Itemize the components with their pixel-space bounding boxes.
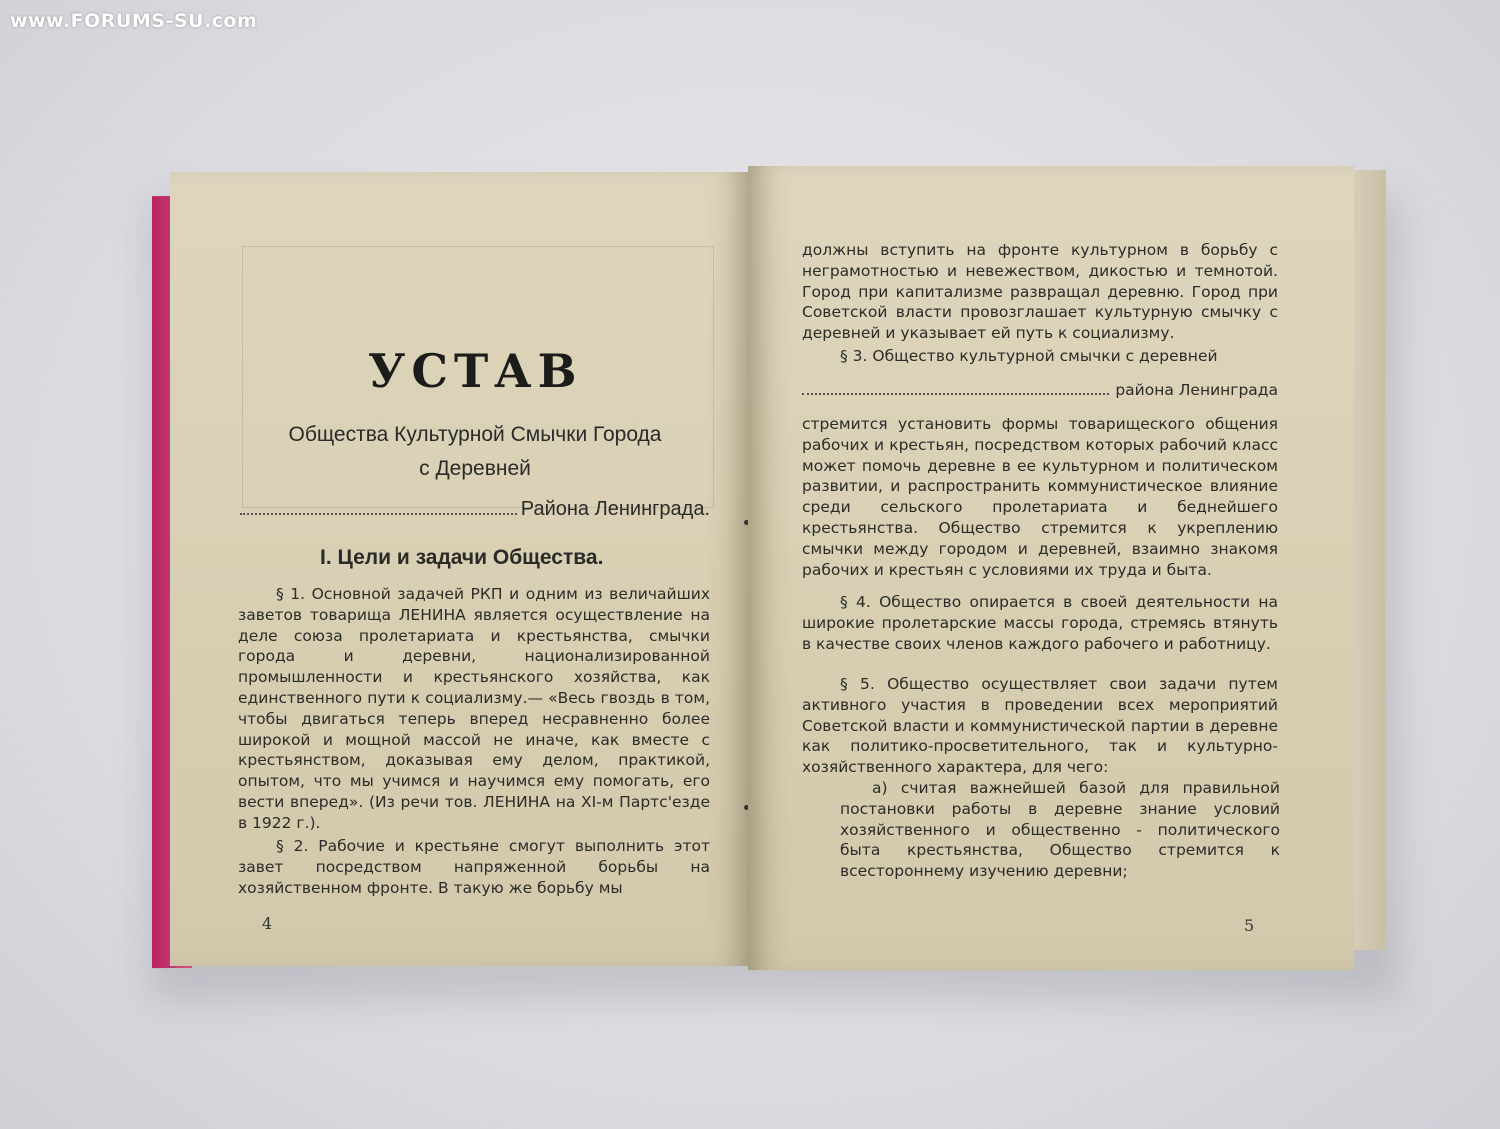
page-number-left: 4 [262,914,273,933]
district-text: Района Ленинграда. [520,498,710,520]
subtitle-line-2: с Деревней [419,457,531,480]
paragraph-5: § 5. Общество осуществляет свои задачи путем активного участия в проведении всех мероприятий Советской власти и коммунистической партии в деревне как политико-просветительного, так и культурно-хозяйственного характера, для чего: [802,675,1278,777]
document-subtitle [240,418,710,486]
paragraph-3-start: § 3. Общество культурной смычки с деревней [840,347,1218,365]
section-heading: I. Цели и задачи Общества. [320,546,604,569]
district-text: района Ленинграда [1115,381,1278,399]
page-number-right: 5 [1244,916,1255,935]
right-page [748,166,1354,970]
subtitle-line-1: Общества Культурной Смычки Города [288,423,662,446]
paragraph-3-district-line [802,380,1278,401]
paragraph-2: § 2. Рабочие и крестьяне смогут выполнить этот завет посредством напряженной борьбы на хозяйственном фронте. В такую же борьбу мы [238,837,710,897]
document-title: УСТАВ [368,344,583,398]
left-page [170,172,750,966]
paragraph-5a: а) считая важнейшей базой для правильной постановки работы в деревне знание условий хозяйственного и общественно - политического быта крестьянства, Общество стремится к всестороннему изучению деревни; [840,779,1280,881]
fill-in-dots [240,512,517,515]
paragraph-3-body: стремится установить формы товарищеского общения рабочих и крестьян, посредством которых рабочий класс может помочь деревне в ее культурном и политическом развитии, и распространить коммунистическое влияние среди сельского пролетариата и беднейшего крестьянства. Общество стремится к укреплению смычки между городом и деревней, взаимно знакомя рабочих и крестьян с условиями их труда и быта. [802,415,1278,579]
paragraph-4: § 4. Общество опирается в своей деятельности на широкие пролетарские массы города, стремясь втянуть в качестве своих членов каждого рабочего и работницу. [802,593,1278,653]
watermark: www.FORUMS-SU.com [10,10,258,32]
fill-in-dots [802,393,1109,395]
paragraph-1: § 1. Основной задачей РКП и одним из величайших заветов товарища ЛЕНИНА является осуществление на деле союза пролетариата и крестьянства, смычки города и деревни, национализированной промышленности и крестьянского хозяйства, как единственного пути к социализму.— «Весь гвоздь в том, чтобы двигаться теперь вперед несравненно более широкой и мощной массой не иначе, как вместе с крестьянством, доказывая ему делом, практикой, опытом, что мы учимся и научимся ему помогать, его вести вперед». (Из речи тов. ЛЕНИНА на XI-м Партс'езде в 1922 г.). [238,585,710,832]
paragraph-continued: должны вступить на фронте культурном в борьбу с неграмотностью и невежеством, дикостью и темнотой. Город при капитализме развращал деревню. Город при Советской власти провозглашает культурную смычку с деревней и указывает ей путь к социализму. [802,241,1278,343]
district-line [240,498,710,521]
